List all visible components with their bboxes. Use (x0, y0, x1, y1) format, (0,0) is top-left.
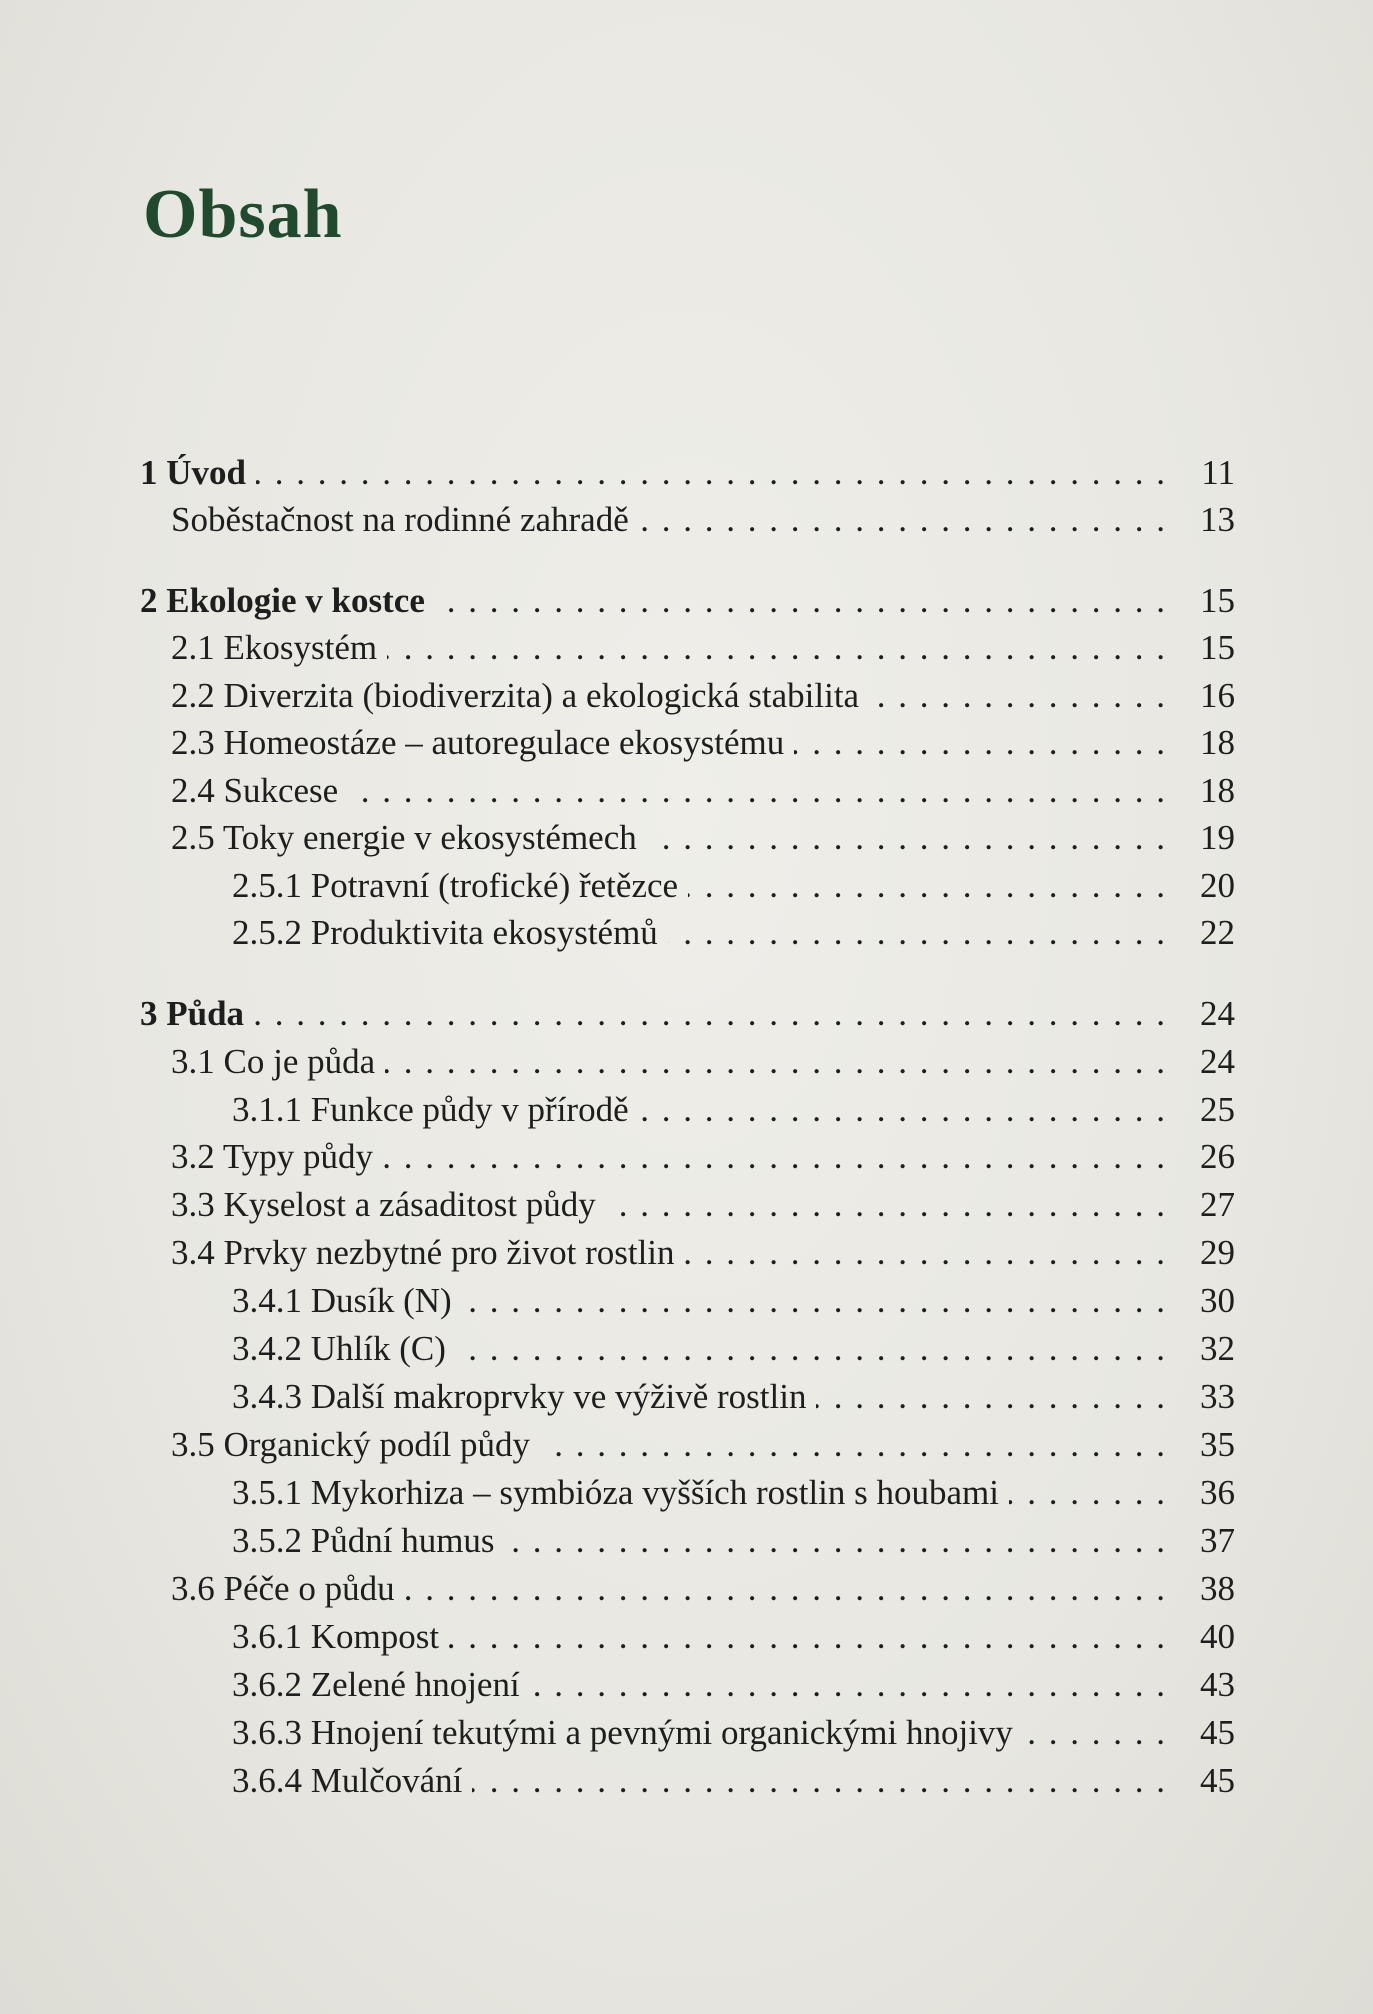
toc-entry-label: 3.5.2 Půdní humus (232, 1521, 495, 1560)
toc-entry-label: 1 Úvod (140, 453, 246, 492)
dot-leader (348, 768, 1167, 814)
toc-entry (0, 1758, 1235, 1804)
toc-entry-page-number: 25 (1200, 1090, 1235, 1129)
toc-entry-page-number: 37 (1200, 1521, 1235, 1560)
toc-entry-page-number: 22 (1200, 913, 1235, 952)
toc-entry-page-number: 40 (1200, 1617, 1235, 1656)
toc-entry (0, 1134, 1235, 1180)
toc-entry-label: 3.1 Co je půda (171, 1042, 376, 1081)
dot-leader (472, 1758, 1167, 1804)
toc-entry-page-number: 38 (1200, 1569, 1235, 1608)
dot-leader (254, 991, 1167, 1037)
toc-entry-page-number: 32 (1200, 1329, 1235, 1368)
toc-entry-label: 3.5 Organický podíl půdy (171, 1425, 531, 1464)
toc-entry-page-number: 30 (1200, 1281, 1235, 1320)
toc-entry-label: 2.2 Diverzita (biodiverzita) a ekologická stabilita (171, 676, 860, 715)
toc-entry-page-number: 15 (1200, 628, 1235, 667)
dot-leader (383, 1134, 1167, 1180)
toc-entry (0, 1662, 1235, 1708)
toc-entry (0, 1422, 1235, 1468)
toc-entry-label: 2.5.2 Produktivita ekosystémů (232, 913, 658, 952)
dot-leader (385, 1039, 1167, 1085)
toc-entry (0, 578, 1235, 624)
dot-leader (685, 1230, 1167, 1276)
toc-entry-label: 3.6.3 Hnojení tekutými a pevnými organickými hnojivy (232, 1713, 1013, 1752)
toc-entry (0, 720, 1235, 766)
toc-entry-label: 3.6 Péče o půdu (171, 1569, 395, 1608)
toc-entry-page-number: 35 (1200, 1425, 1235, 1464)
dot-leader (405, 1566, 1167, 1612)
toc-entry-label: 3.2 Typy půdy (171, 1137, 374, 1176)
toc-entry-page-number: 24 (1200, 994, 1235, 1033)
toc-entry-page-number: 15 (1200, 581, 1235, 620)
dot-leader (540, 1422, 1167, 1468)
toc-entry-label: 3.6.2 Zelené hnojení (232, 1665, 520, 1704)
dot-leader (505, 1518, 1167, 1564)
toc-entry (0, 673, 1235, 719)
toc-entry-page-number: 26 (1200, 1137, 1235, 1176)
toc-entry-label: 2.5.1 Potravní (trofické) řetězce (232, 866, 679, 905)
toc-entry-label: 2.5 Toky energie v ekosystémech (171, 818, 637, 857)
toc-entry (0, 1470, 1235, 1516)
toc-entry-page-number: 36 (1200, 1473, 1235, 1512)
toc-entry-page-number: 43 (1200, 1665, 1235, 1704)
toc-entry-label: 3.4 Prvky nezbytné pro život rostlin (171, 1233, 675, 1272)
toc-entry (0, 815, 1235, 861)
dot-leader (1009, 1470, 1167, 1516)
dot-leader (1023, 1710, 1167, 1756)
toc-entry (0, 991, 1235, 1037)
toc-entry-label: 3.6.4 Mulčování (232, 1761, 463, 1800)
dot-leader (435, 578, 1167, 624)
toc-entry (0, 1230, 1235, 1276)
toc-entry (0, 1326, 1235, 1372)
toc-entry (0, 1182, 1235, 1228)
toc-entry-page-number: 18 (1200, 723, 1235, 762)
toc-entry-label: 2 Ekologie v kostce (140, 581, 425, 620)
toc-entry-page-number: 16 (1200, 676, 1235, 715)
dot-leader (530, 1662, 1167, 1708)
toc-entry-page-number: 20 (1200, 866, 1235, 905)
toc-entry-label: 3.4.2 Uhlík (C) (232, 1329, 446, 1368)
dot-leader (606, 1182, 1167, 1228)
page-title: Obsah (143, 176, 343, 253)
toc-entry (0, 768, 1235, 814)
dot-leader (456, 1326, 1167, 1372)
toc-entry (0, 1087, 1235, 1133)
dot-leader (794, 720, 1167, 766)
toc-entry (0, 1710, 1235, 1756)
dot-leader (688, 863, 1167, 909)
toc-entry-page-number: 19 (1200, 818, 1235, 857)
toc-entry (0, 1518, 1235, 1564)
toc-entry (0, 910, 1235, 956)
toc-entry (0, 1039, 1235, 1085)
toc-entry-label: 3.4.3 Další makroprvky ve výživě rostlin (232, 1377, 807, 1416)
dot-leader (869, 673, 1167, 719)
toc-entry (0, 1566, 1235, 1612)
toc-entry-label: 2.3 Homeostáze – autoregulace ekosystému (171, 723, 785, 762)
toc-entry (0, 625, 1235, 671)
toc-entry-label: 2.4 Sukcese (171, 771, 339, 810)
toc-entry-page-number: 33 (1200, 1377, 1235, 1416)
toc-entry-label: 3.1.1 Funkce půdy v přírodě (232, 1090, 629, 1129)
dot-leader (449, 1614, 1167, 1660)
toc-entry-label: 3.3 Kyselost a zásaditost půdy (171, 1185, 596, 1224)
toc-entry-label: 3.4.1 Dusík (N) (232, 1281, 452, 1320)
toc-entry (0, 450, 1235, 496)
dot-leader (256, 450, 1167, 496)
toc-entry (0, 1374, 1235, 1420)
toc-entry (0, 863, 1235, 909)
toc-entry-page-number: 24 (1200, 1042, 1235, 1081)
toc-entry (0, 497, 1235, 543)
dot-leader (639, 497, 1167, 543)
toc-entry-label: 3 Půda (140, 994, 245, 1033)
dot-leader (639, 1087, 1167, 1133)
dot-leader (462, 1278, 1167, 1324)
toc-entry (0, 1278, 1235, 1324)
toc-entry-page-number: 18 (1200, 771, 1235, 810)
toc-entry-label: 2.1 Ekosystém (171, 628, 378, 667)
dot-leader (668, 910, 1167, 956)
toc-entry-page-number: 45 (1200, 1761, 1235, 1800)
toc-entry-page-number: 29 (1200, 1233, 1235, 1272)
toc-entry-page-number: 27 (1200, 1185, 1235, 1224)
dot-leader (647, 815, 1167, 861)
toc-entry-label: 3.5.1 Mykorhiza – symbióza vyšších rostlin s houbami (232, 1473, 1000, 1512)
toc-entry-label: Soběstačnost na rodinné zahradě (171, 500, 629, 539)
toc-entry-page-number: 13 (1200, 500, 1235, 539)
toc-entry-label: 3.6.1 Kompost (232, 1617, 440, 1656)
dot-leader (387, 625, 1167, 671)
toc-entry-page-number: 11 (1201, 453, 1235, 492)
toc-entry (0, 1614, 1235, 1660)
dot-leader (816, 1374, 1167, 1420)
toc-entry-page-number: 45 (1200, 1713, 1235, 1752)
